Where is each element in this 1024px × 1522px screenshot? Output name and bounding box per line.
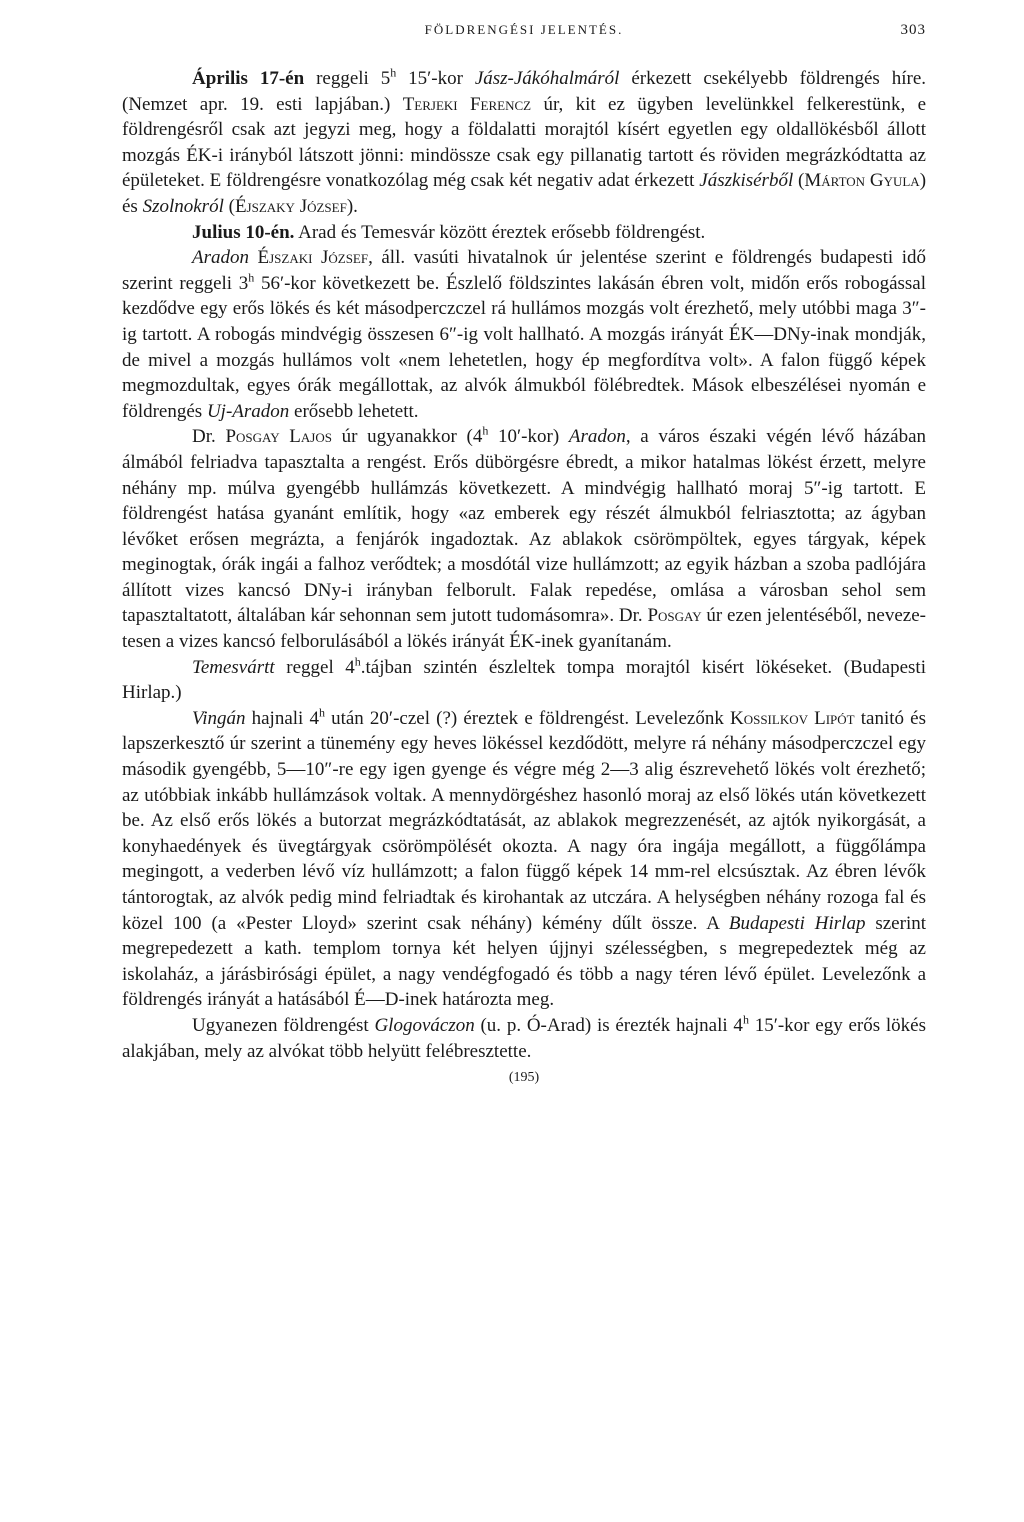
text-run: ) és	[122, 170, 927, 217]
hour-superscript: h	[390, 65, 397, 80]
paragraph	[122, 655, 926, 706]
text-run: Dr.	[192, 426, 226, 448]
paragraph	[122, 706, 926, 1013]
person-name: Éjszaky József	[234, 195, 347, 217]
hour-superscript: h	[318, 705, 325, 720]
running-title: FÖLDRENGÉSI JELENTÉS.	[424, 22, 624, 37]
text-run: úr ezen jelentéséből, nevezetesen a vizes kancsó felborulásából a lökés irányát ÉK-inek gyanítanám.	[122, 605, 926, 653]
text-run	[249, 247, 258, 268]
paragraph	[122, 66, 926, 220]
text-run: .tájban szintén észleltek tompa morajtól kisért lökéseket. (Budapesti Hirlap.)	[122, 656, 926, 704]
text-run: 15′-kor	[396, 68, 475, 89]
text-run: ).	[346, 195, 358, 217]
person-name: Márton Gyula	[804, 170, 920, 192]
text-run: úr, kit ez ügyben levelünkkel felkerestünk, e földrengésről csak azt jegyzi meg, hogy a földalatti morajtól kísért egyetlen egy oldallökésből állott mozgás ÉK-i irányból látszott jönni: mindössze csak egy pillanatig tartott és röviden megrázkódtatta az épületeket. E földrengésre vonatkozólag még csak két negativ adat érkezett	[122, 93, 926, 192]
paragraph	[122, 245, 926, 424]
hour-superscript: h	[482, 423, 489, 438]
person-name: Posgay Lajos	[225, 426, 332, 448]
place-name: Jász-Jákóhalmáról	[474, 68, 620, 89]
text-run: hajnali 4	[245, 707, 319, 729]
text-run: Arad és Temesvár között éreztek erősebb földrengést.	[294, 221, 706, 243]
text-run: érkezett csekélyebb földrengés híre. (Nemzet apr. 19. esti lapjában.)	[122, 68, 926, 115]
text-run: tanitó és lapszerkesztő úr szerint a tünemény egy heves lökéssel kezdődött, melyre rá néhány másodperczczel egy második gyengébb, 5—10″-re egy igen gyenge és végre még 2—3 alig észrevehető lökés volt érezhető; az utóbbiak inkább hullámzások voltak. A mennydörgéshez hasonló moraj az első lökés után következett be. Az első erős lökés a butorzat megrázkódtatását, az ablakok megrezzenését, az ajtók nyikorgását, a konyhaedények és üvegtárgyak csörömpölését okozta. A nagy óra ingája megállott, a függőlámpa megingott, a vederben lévő víz hullámzott; a falon függő képek 14 mm-rel elcsúsztak. Az ébren lévők tántorogtak, az alvók pedig mind felriadtak és kirohantak az utczára. A helységben néhány rozoga fal és közel 100 (a «Pester Lloyd» szerint csak néhány) kémény dűlt össze. A	[122, 707, 926, 934]
text-run: (u. p. Ó-Arad) is érezték hajnali 4	[474, 1014, 743, 1036]
text-run: után 20′-czel (?) éreztek e földrengést. Levelezőnk	[324, 707, 730, 729]
date-heading: Április 17-én	[192, 68, 305, 89]
text-run: (	[793, 170, 805, 192]
text-run: Ugyanezen földrengést	[192, 1014, 375, 1036]
paragraph	[122, 220, 926, 246]
paragraph	[122, 1013, 926, 1064]
place-name: Temesvártt	[192, 656, 275, 678]
hour-superscript: h	[354, 654, 361, 669]
hour-superscript: h	[248, 270, 255, 285]
text-run: szerint megrepedezett a kath. templom tornya két helyen újjnyi szélességben, s megrepedeztek még az iskolaház, a járásbirósági épület, a nagy vendégfogadó és több a nagy téren lévő épület. Levelezőnk a földrengés irányát a hatásából É—D-inek határozta meg.	[122, 912, 926, 1011]
article-body	[122, 66, 926, 1064]
text-run: 15′-kor egy erős lökés alakjában, mely az alvókat több helyütt felébresztette.	[122, 1014, 926, 1062]
text-run: 56′-kor következett be. Észlelő földszintes lakásán ébren volt, midőn erős robogással kezdődve egy erős lökés és két másodperczczel rá hullámos mozgás volt érezhető, mely utóbbi maga 3″-ig tartott. A robogás mindvégig összesen 6″-ig volt hallható. A mozgás irányát ÉK—DNy-inak mondják, de mivel a mozgás hullámos volt «nem lehetetlen, hogy ép megfordítva volt». A falon függő képek megmozdultak, egyes órák megállottak, az alvók álmukból fölébredtek. Mások elbeszélései nyomán e földrengés	[122, 272, 926, 422]
text-run: reggeli 5	[304, 68, 391, 89]
place-name: Vingán	[192, 707, 246, 729]
text-run: 10′-kor)	[488, 426, 569, 448]
place-name: Jászkisérből	[699, 170, 794, 192]
text-run: (	[223, 195, 235, 217]
hour-superscript: h	[742, 1012, 749, 1027]
text-run: , a város északi végén lévő házában álmából felriadva tapasztalta a rengést. Erős dübörgésre ébredt, a mikor hatalmas lökést érzett, melyre néhány mp. múlva gyengébb hullámzás következett. A mindvégig hallható moraj 5″-ig tartott. E földrengést hatása gyanánt említik, hogy «az emberek egy részét álmukból felriasztotta; az ágyban lévőket erősen megrázta, a fenjárók ingadoztak. Az ablakok csörömpöltek, egyes tárgyak, képek meginogtak, órák ingái a falhoz verődtek; a mosdótál vize hullámzott; az egyik házban a szoba padlójára állított vizes kancsó DNy-i irányban felborult. Falak repedése, omlása a városban sehol sem tapasztaltatott, általában kár sehonnan sem jutott tudomásomra». Dr.	[122, 426, 927, 627]
person-name: Terjeki Ferencz	[402, 93, 532, 115]
place-name: Szolnokról	[142, 195, 224, 217]
paragraph	[122, 424, 926, 654]
person-name: Kossilkov Lipót	[729, 707, 855, 729]
signature-mark: (195)	[508, 1070, 540, 1086]
place-name: Uj-Aradon	[206, 400, 290, 422]
page-number: 303	[900, 22, 926, 38]
date-heading: Julius 10-én.	[192, 221, 295, 243]
running-head	[122, 22, 926, 50]
place-name: Glogováczon	[374, 1014, 475, 1036]
place-name: Aradon	[568, 426, 626, 448]
text-run: erősebb lehetett.	[289, 400, 419, 422]
text-run: reggel 4	[274, 656, 355, 678]
person-name: Posgay	[647, 605, 702, 627]
text-run: úr ugyanakkor (4	[331, 426, 483, 448]
place-name: Budapesti Hirlap	[728, 912, 866, 934]
person-name: Éjszaki József	[257, 247, 369, 269]
place-name: Aradon	[192, 247, 249, 269]
text-run: , áll. vasúti hivatalnok úr jelentése szerint e földrengés budapesti idő szerint reggeli 3	[122, 247, 926, 294]
